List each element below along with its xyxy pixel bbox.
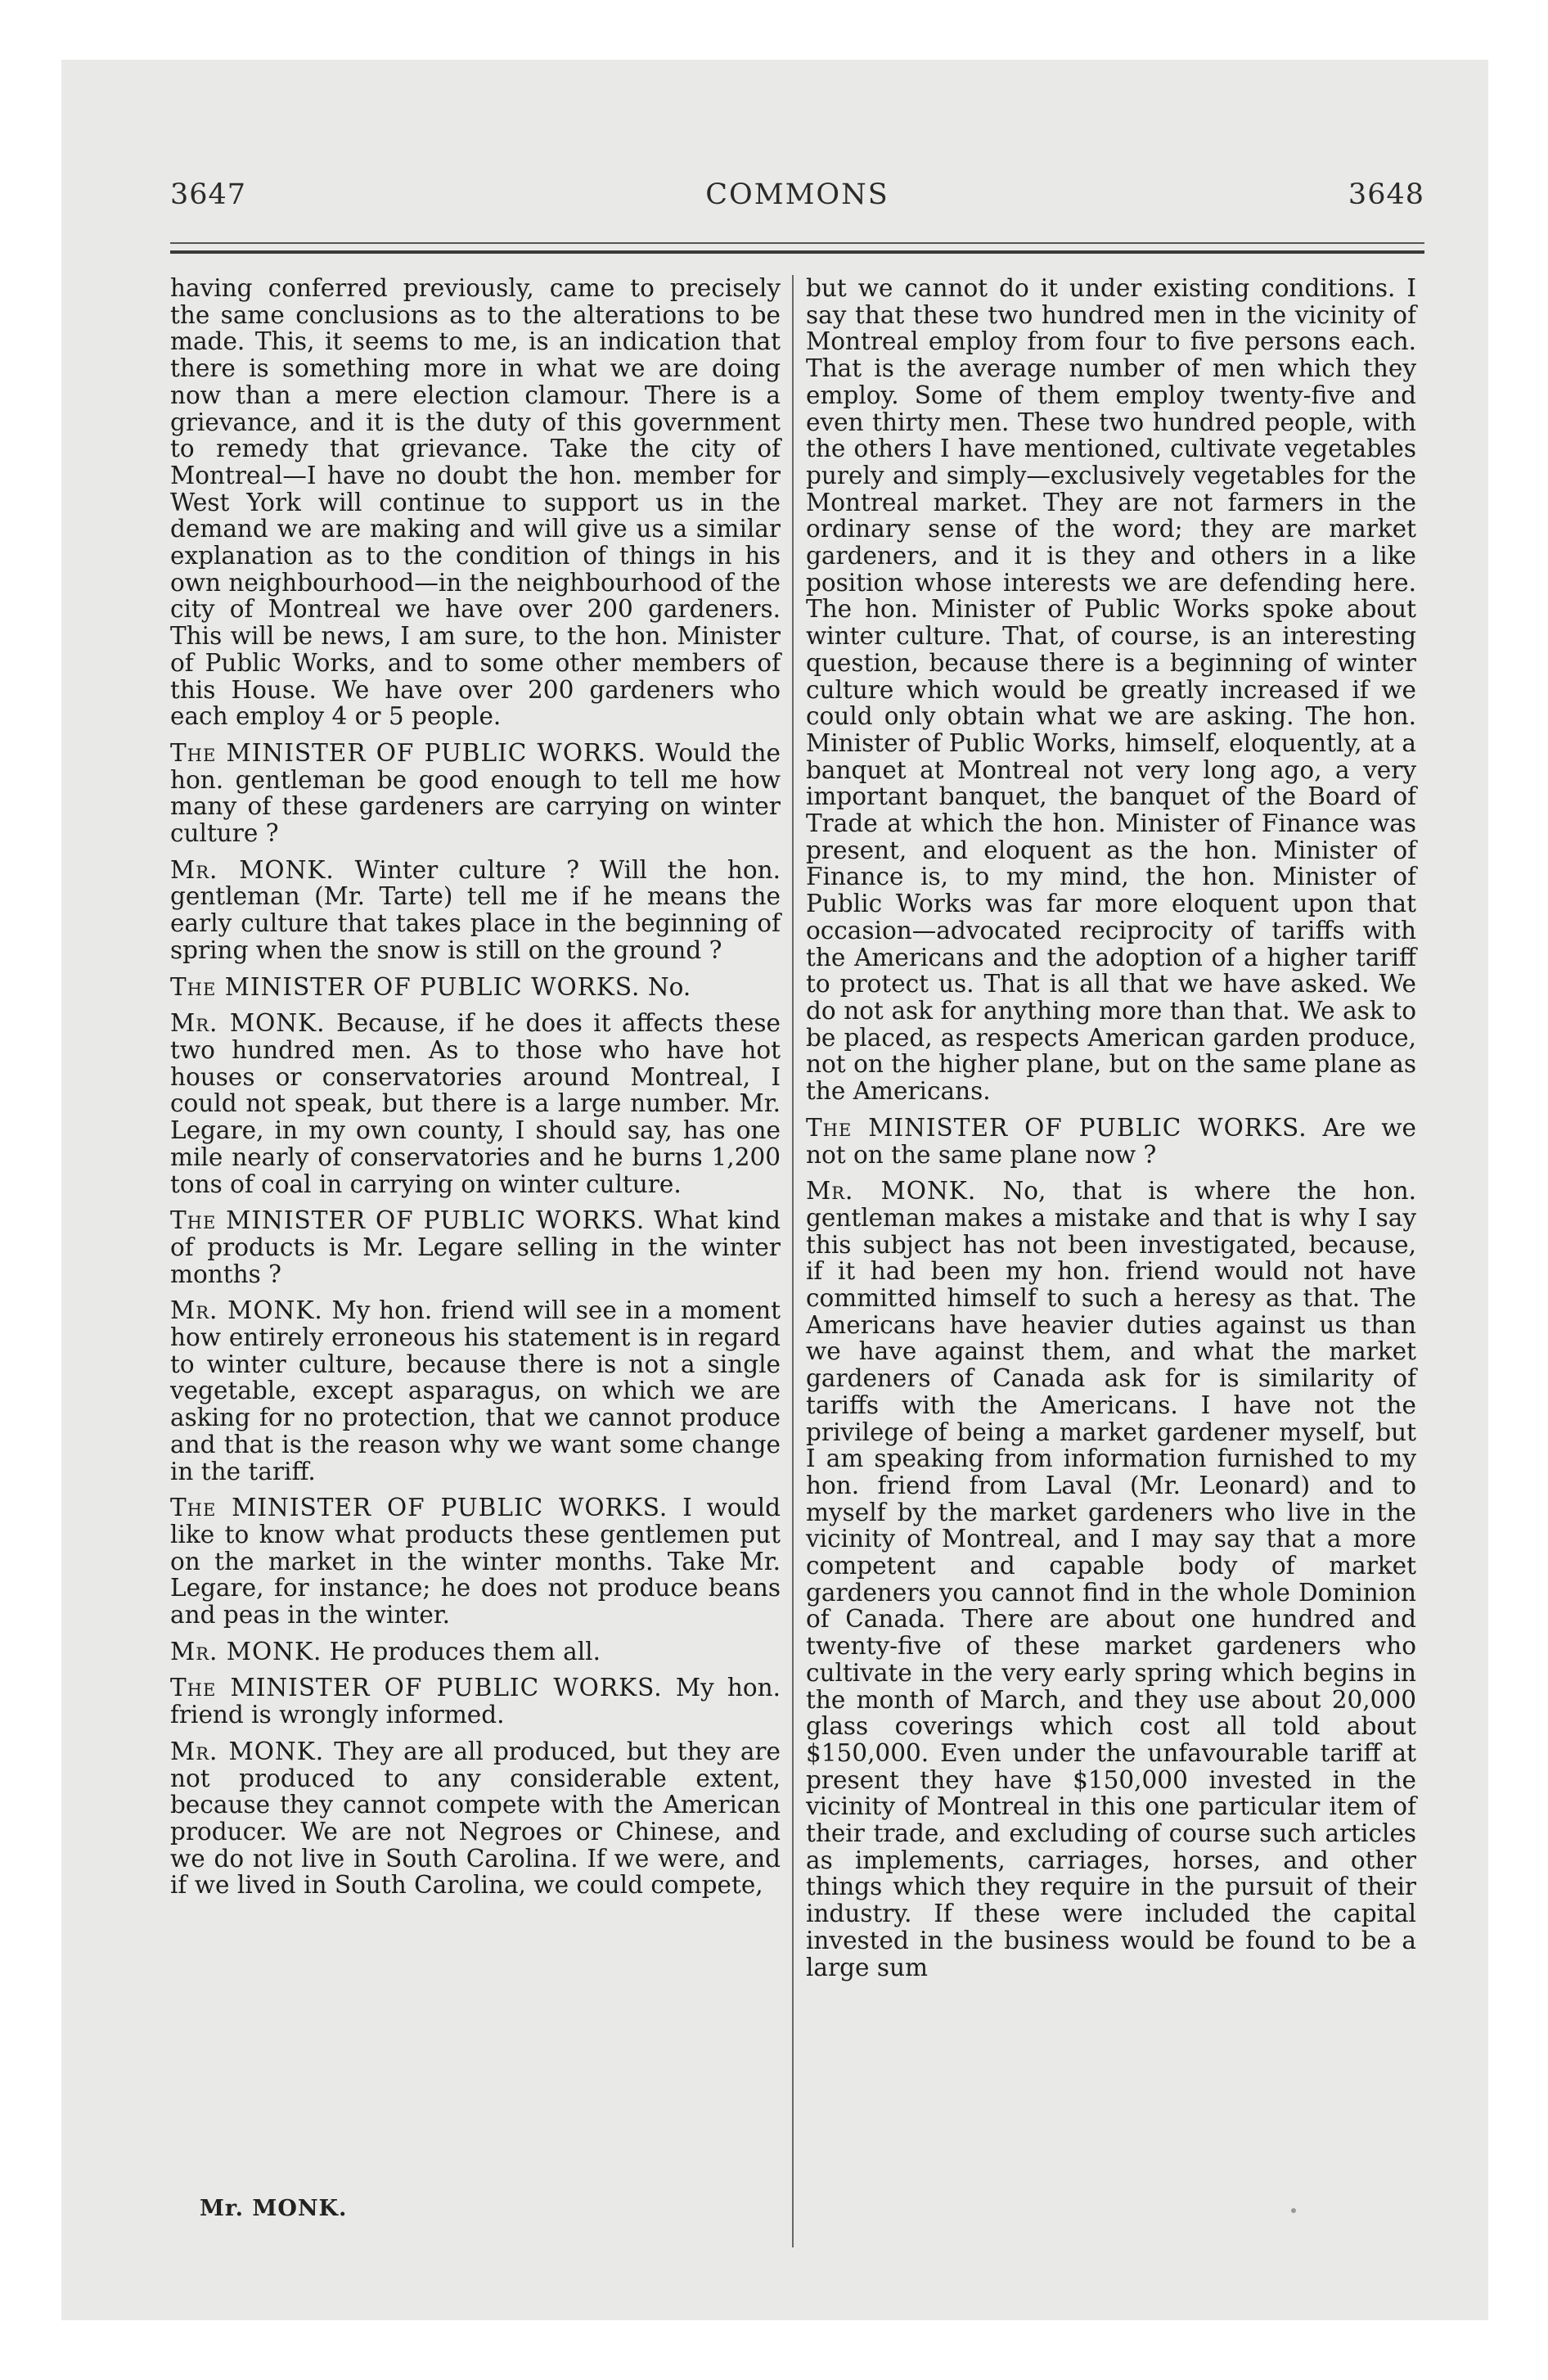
speaker-label: Mr. MONK.	[170, 1296, 323, 1325]
scan-speck	[1291, 2208, 1296, 2213]
paragraph	[806, 1115, 1416, 1168]
speaker-label: Mr. MONK.	[170, 855, 335, 884]
paragraph-text: Are we not on the same plane now ?	[806, 1113, 1416, 1169]
paragraph	[170, 275, 781, 730]
paragraph	[170, 1297, 781, 1485]
paragraph-text: Because, if he does it affects these two hundred men. As to those who have hot houses or conservatories around Montreal, I could not speak, but there is a large number. Mr. Legare, in my own county, I should say, has one mile nearly of conservatories and he burns 1,200 tons of coal in carrying on winter culture.	[170, 1009, 781, 1198]
paragraph-text: What kind of products is Mr. Legare selling in the winter months ?	[170, 1206, 781, 1288]
left-page-number: 3647	[170, 178, 247, 211]
paragraph-text: My hon. friend will see in a moment how entirely erroneous his statement is in regard to winter culture, because there is not a single vegetable, except asparagus, on which we are asking for no protection, that we cannot produce and that is the reason why we want some change in the tariff.	[170, 1296, 781, 1485]
speaker-label: The MINISTER OF PUBLIC WORKS.	[170, 1494, 668, 1522]
paragraph-text: He produces them all.	[329, 1637, 601, 1666]
header-rule-thick	[170, 250, 1424, 254]
paragraph	[806, 275, 1416, 1105]
speaker-label: The MINISTER OF PUBLIC WORKS.	[170, 972, 641, 1001]
paragraph	[170, 1010, 781, 1197]
paragraph	[170, 740, 781, 847]
speaker-label: The MINISTER OF PUBLIC WORKS.	[806, 1113, 1307, 1142]
paragraph	[170, 1738, 781, 1899]
page-header	[170, 178, 1424, 228]
footer-speaker-name: Mr. MONK.	[200, 2196, 348, 2221]
speaker-label: The MINISTER OF PUBLIC WORKS.	[170, 738, 646, 767]
paragraph-text: I would like to know what products these gentlemen put on the market in the winter months. Take Mr. Legare, for instance; he does not produce beans and peas in the winter.	[170, 1494, 781, 1629]
right-column	[806, 275, 1416, 1990]
speaker-label: Mr. MONK.	[170, 1737, 325, 1765]
paragraph	[170, 1207, 781, 1287]
paragraph	[806, 1178, 1416, 1981]
column-divider	[792, 275, 794, 2247]
paragraph-text: Would the hon. gentleman be good enough to tell me how many of these gardeners are carrying on winter culture ?	[170, 738, 781, 848]
left-column	[170, 275, 781, 1909]
running-title: COMMONS	[705, 178, 889, 211]
paragraph-text: My hon. friend is wrongly informed.	[170, 1674, 781, 1729]
paragraph-text: They are all produced, but they are not produced to any considerable extent, because they cannot compete with the American producer. We are not Negroes or Chinese, and we do not live in South Carolina. If we were, and if we lived in South Carolina, we could compete,	[170, 1737, 781, 1900]
paragraph-text: No, that is where the hon. gentleman makes a mistake and that is why I say this subject has not been investigated, because, if it had been my hon. friend would not have committed himself to such a heresy as that. The Americans have heavier duties against us than we have against them, and what the market gardeners of Canada ask for is similarity of tariffs with the Americans. I have not the privilege of being a market gardener myself, but I am speaking from information furnished to my hon. friend from Laval (Mr. Leonard) and to myself by the market gardeners who live in the vicinity of Montreal, and I may say that a more competent and capable body of market gardeners you cannot find in the whole Dominion of Canada. There are about one hundred and twenty-five of these market gardeners who cultivate in the very early spring which begins in the month of March, and they use about 20,000 glass coverings which cost all told about $150,000. Even under the unfavourable tariff at present they have $150,000 invested in the vicinity of Montreal in this one particular item of their trade, and excluding of course such articles as implements, carriages, horses, and other things which they require in the pursuit of their industry. If these were included the capital invested in the business would be found to be a large sum	[806, 1177, 1416, 1981]
paragraph-text: but we cannot do it under existing conditions. I say that these two hundred men in the vicinity of Montreal employ from four to five persons each. That is the average number of men which they employ. Some of them employ twenty-five and even thirty men. These two hundred people, with the others I have mentioned, cultivate vegetables purely and simply—exclusively vegetables for the Montreal market. They are not farmers in the ordinary sense of the word; they are market gardeners, and it is they and others in a like position whose interests we are defending here. The hon. Minister of Public Works spoke about winter culture. That, of course, is an interesting question, because there is a beginning of winter culture which would be greatly increased if we could only obtain what we are asking. The hon. Minister of Public Works, himself, eloquently, at a banquet at Montreal not very long ago, a very important banquet, the banquet of the Board of Trade at which the hon. Minister of Finance was present, and eloquent as the hon. Minister of Finance is, to my mind, the hon. Minister of Public Works was far more eloquent upon that occasion—advocated reciprocity of tariffs with the Americans and the adoption of a higher tariff to protect us. That is all that we have asked. We do not ask for anything more than that. We ask to be placed, as respects American garden produce, not on the higher plane, but on the same plane as the Americans.	[806, 274, 1416, 1106]
right-page-number: 3648	[1348, 178, 1424, 211]
paragraph-text: No.	[647, 972, 691, 1001]
paragraph	[170, 1639, 781, 1666]
speaker-label: The MINISTER OF PUBLIC WORKS.	[170, 1206, 646, 1235]
speaker-label: Mr. MONK.	[806, 1177, 977, 1206]
paragraph	[170, 857, 781, 964]
paragraph-text: having conferred previously, came to precisely the same conclusions as to the alterations to be made. This, it seems to me, is an indication that there is something more in what we are doing now than a mere election clamour. There is a grievance, and it is the duty of this government to remedy that grievance. Take the city of Montreal—I have no doubt the hon. member for West York will continue to support us in the demand we are making and will give us a similar explanation as to the condition of things in his own neighbourhood—in the neighbourhood of the city of Montreal we have over 200 gardeners. This will be news, I am sure, to the hon. Minister of Public Works, and to some other members of this House. We have over 200 gardeners who each employ 4 or 5 people.	[170, 274, 781, 731]
speaker-label: Mr. MONK.	[170, 1009, 326, 1038]
paragraph	[170, 1494, 781, 1629]
paragraph	[170, 974, 781, 1001]
speaker-label: Mr. MONK.	[170, 1637, 322, 1666]
speaker-label: The MINISTER OF PUBLIC WORKS.	[170, 1674, 663, 1702]
paragraph-text: Winter culture ? Will the hon. gentleman (Mr. Tarte) tell me if he means the early culture that takes place in the beginning of spring when the snow is still on the ground ?	[170, 855, 781, 964]
header-rule-thin	[170, 242, 1424, 244]
paragraph	[170, 1675, 781, 1728]
